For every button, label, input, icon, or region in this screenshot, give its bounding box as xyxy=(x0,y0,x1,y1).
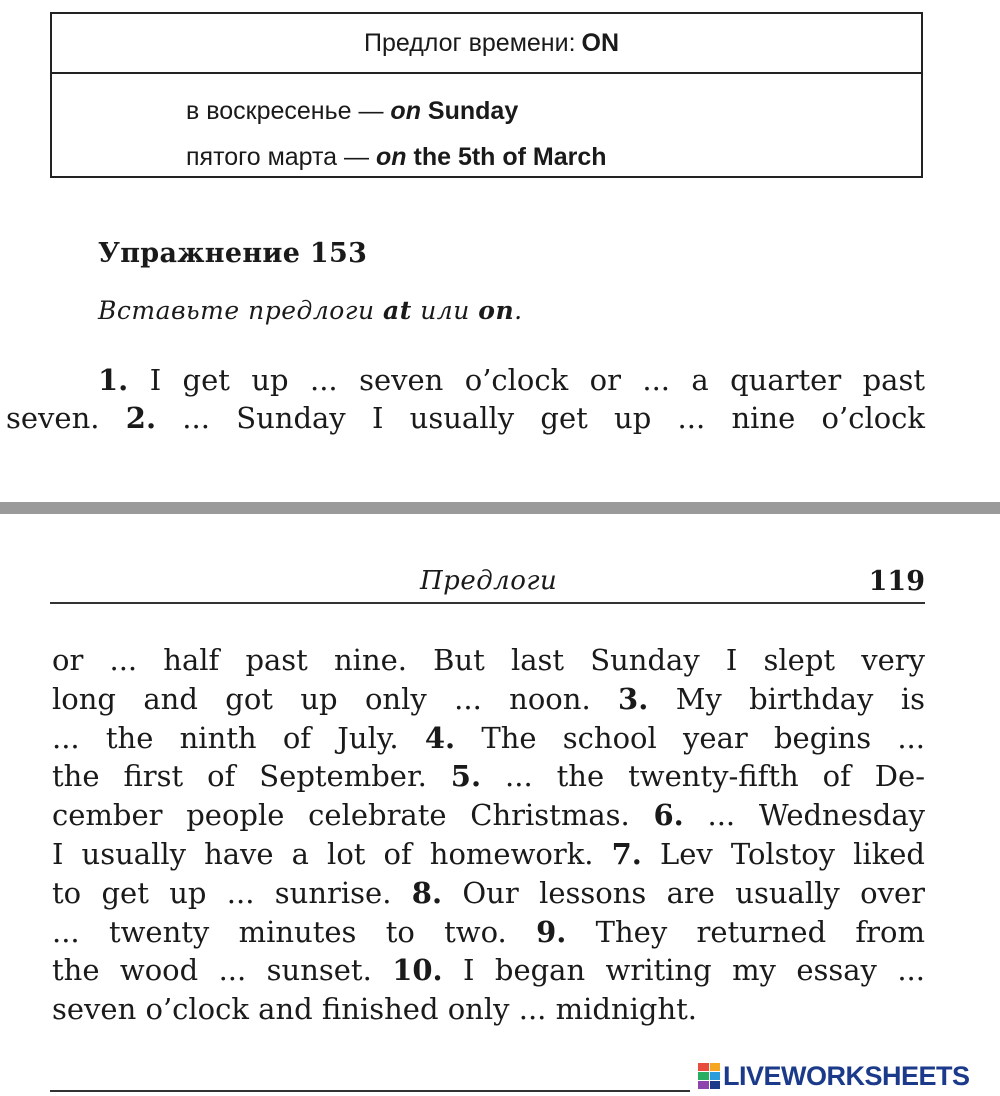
footer-rule xyxy=(50,1090,690,1092)
text-line: ... twenty minutes to two. 9. They returned from xyxy=(52,914,925,949)
section-title: Предлоги xyxy=(420,566,558,596)
text-line: ... the ninth of July. 4. The school year begins ... xyxy=(52,720,925,755)
watermark-text: LIVEWORKSHEETS xyxy=(723,1060,970,1091)
page-break-divider xyxy=(0,502,1000,514)
liveworksheets-logo xyxy=(698,1061,970,1091)
text-line: the first of September. 5. ... the twenty-fifth of De- xyxy=(52,759,925,794)
text-line: cember people celebrate Christmas. 6. ... Wednesday xyxy=(52,798,925,833)
exercise-text-bottom xyxy=(52,641,925,1029)
rule-title-prefix: Предлог времени: xyxy=(363,28,576,57)
text-line: long and got up only ... noon. 3. My birthday is xyxy=(52,681,925,716)
rule-example: пятого марта — on the 5th of March xyxy=(186,143,607,171)
page-header xyxy=(50,566,925,604)
exercise-title: Упражнение 153 xyxy=(98,238,368,269)
liveworksheets-logo-icon xyxy=(698,1063,720,1089)
rule-title xyxy=(52,14,921,74)
rule-example: в воскресенье — on Sunday xyxy=(186,97,519,125)
page-number: 119 xyxy=(868,566,925,597)
text-line: 1. I get up ... seven o’clock or ... a quarter past xyxy=(98,363,925,397)
exercise-text-top xyxy=(6,361,925,437)
text-line: to get up ... sunrise. 8. Our lessons are usually over xyxy=(52,875,925,910)
text-line: the wood ... sunset. 10. I began writing my essay ... xyxy=(52,953,925,988)
rule-title-keyword: ON xyxy=(581,28,620,57)
text-line: seven. 2. ... Sunday I usually get up ... nine o’clock xyxy=(6,401,925,435)
text-line: I usually have a lot of homework. 7. Lev Tolstoy liked xyxy=(52,836,925,871)
text-line: seven o’clock and finished only ... midnight. xyxy=(52,992,698,1027)
rule-examples xyxy=(52,74,921,180)
exercise-instruction: Вставьте предлоги at или on. xyxy=(98,296,523,325)
rule-box xyxy=(50,12,923,178)
text-line: or ... half past nine. But last Sunday I slept very xyxy=(52,643,925,677)
